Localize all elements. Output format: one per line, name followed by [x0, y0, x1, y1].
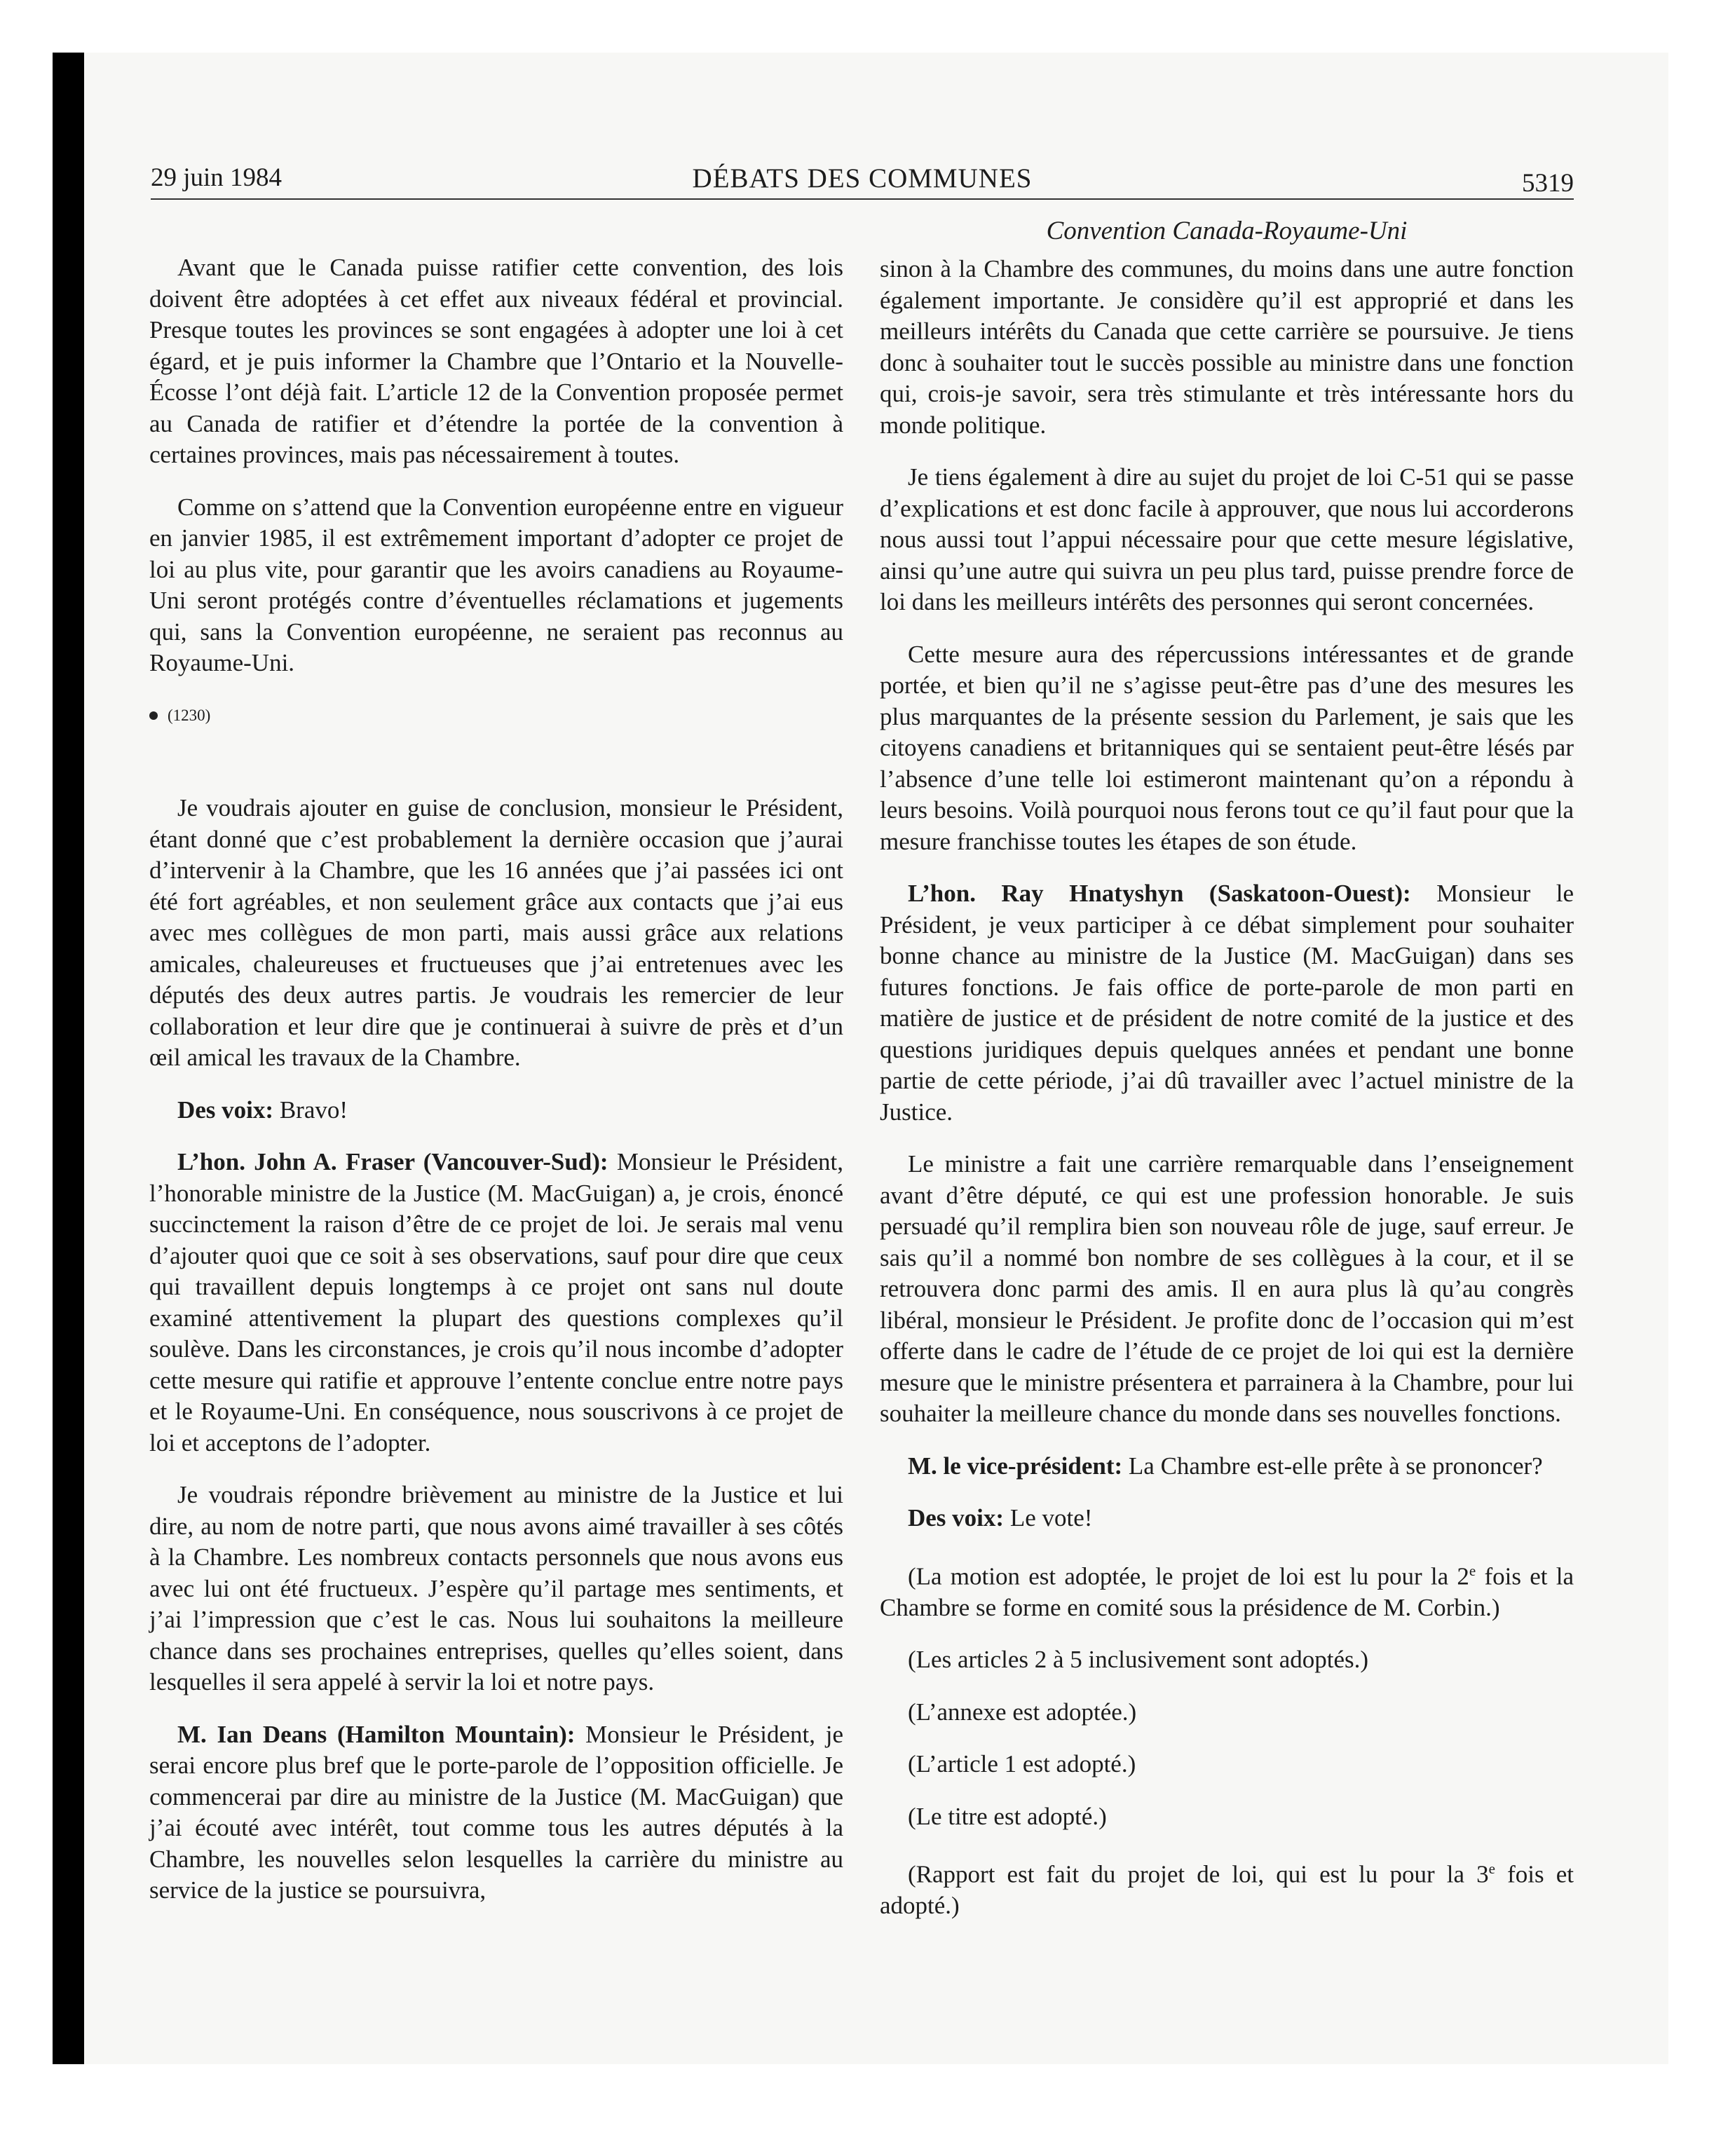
procedural-note: (L’annexe est adoptée.) — [908, 1698, 1137, 1726]
speaker-name: L’hon. John A. Fraser (Vancouver-Sud): — [177, 1148, 608, 1175]
speech-text: La Chambre est-elle prête à se prononcer? — [1122, 1452, 1543, 1480]
speech-text: Monsieur le Président, l’honorable ministre de la Justice (M. MacGuigan) a, je crois, énoncé succinctement la raison d’être de ce projet de loi. Je serais mal venu d’ajouter quoi que ce soit à ses observations, sauf pour dire que ceux qui travaillent depuis longtemps à ce projet ont sans nul doute examiné attentivement la plupart des questions complexes qu’il soulève. Dans les circonstances, je crois qu’il nous incombe d’adopter cette mesure qui ratifie et approuve l’entente conclue entre notre pays et le Royaume-Uni. En conséquence, nous souscrivons à ce projet de loi et acceptons de l’adopter. — [149, 1148, 843, 1456]
paragraph: Cette mesure aura des répercussions intéressantes et de grande portée, et bien qu’il ne s’agisse peut-être pas d’une des mesures les plus marquantes de la présente session du Parlement, je sais que les citoyens canadiens et britanniques qui se sentaient peut-être lésés par l’absence d’une telle loi estimeront maintenant qu’on a répondu à leurs besoins. Voilà pourquoi nous ferons tout ce qu’il faut pour que la mesure franchisse toutes les étapes de son étude. — [880, 640, 1574, 855]
page-header — [151, 156, 1574, 200]
paragraph: Je voudrais ajouter en guise de conclusion, monsieur le Président, étant donné que c’est probablement la dernière occasion que j’aurai d’intervenir à la Chambre, que les 16 années que j’ai passées ici ont été fort agréables, et non seulement grâce aux contacts que j’ai eus avec mes collègues de mon parti, mais aussi grâce aux relations amicales, chaleureuses et fructueuses que j’ai entretenues avec les députés des deux autres partis. Je voudrais les remercier de leur collaboration et leur dire que je continuerai à suivre de près et d’un œil amical les travaux de la Chambre. — [149, 794, 843, 1071]
speaker-name: Des voix: — [177, 1096, 274, 1124]
paragraph: Je voudrais répondre brièvement au ministre de la Justice et lui dire, au nom de notre parti, que nous avons aimé travailler à ses côtés à la Chambre. Les nombreux contacts personnels que nous avons eus avec lui ont été fructueux. J’espère qu’il partage mes sentiments, et j’ai l’impression que c’est le cas. Nous lui souhaitons la meilleure chance dans ses prochaines entreprises, quelles qu’elles soient, dans lesquelles il sera appelé à servir la loi et notre pays. — [149, 1481, 843, 1696]
right-column — [880, 254, 1574, 1943]
procedural-text: (La motion est adoptée, le projet de loi est lu pour la 2 — [908, 1562, 1469, 1590]
procedural-note — [880, 1853, 1574, 1922]
header-date: 29 juin 1984 — [151, 163, 283, 192]
speaker-name: M. Ian Deans (Hamilton Mountain): — [177, 1720, 576, 1748]
running-title: Convention Canada-Royaume-Uni — [1046, 217, 1408, 245]
bullet-icon — [149, 711, 158, 720]
time-marker — [149, 700, 843, 732]
speech-text: Bravo! — [273, 1096, 348, 1124]
ordinal-superscript: e — [1488, 1860, 1495, 1878]
speaker-name: M. le vice-président: — [908, 1452, 1123, 1480]
procedural-note: (L’article 1 est adopté.) — [908, 1750, 1136, 1778]
paragraph: Comme on s’attend que la Convention européenne entre en vigueur en janvier 1985, il est extrêmement important d’adopter ce projet de loi au plus vite, pour garantir que les avoirs canadiens au Royaume-Uni seront protégés contre d’éventuelles réclamations et jugements qui, sans la Convention européenne, ne seraient pas reconnus au Royaume-Uni. — [149, 493, 843, 676]
paragraph: Avant que le Canada puisse ratifier cette convention, des lois doivent être adoptées à cet effet aux niveaux fédéral et provincial. Presque toutes les provinces se sont engagées à adopter une loi à cet égard, et je puis informer la Chambre que l’Ontario et la Nouvelle-Écosse l’ont déjà fait. L’article 12 de la Convention proposée permet au Canada de ratifier et d’étendre la portée de la convention à certaines provinces, mais pas nécessairement à toutes. — [149, 254, 843, 468]
procedural-text: (Rapport est fait du projet de loi, qui est lu pour la 3 — [908, 1860, 1489, 1888]
speech-paragraph — [880, 1503, 1574, 1534]
ordinal-superscript: e — [1469, 1562, 1476, 1579]
procedural-note: (Le titre est adopté.) — [908, 1802, 1107, 1830]
speech-text: Le vote! — [1004, 1504, 1093, 1531]
paragraph: Je tiens également à dire au sujet du projet de loi C-51 qui se passe d’explications et est donc facile à approuver, que nous lui accorderons nous aussi tout l’appui nécessaire pour que cette mesure législative, ainsi qu’une autre qui suivra un peu plus tard, puisse prendre force de loi dans les meilleurs intérêts des personnes qui seront concernées. — [880, 463, 1574, 615]
speech-text: Monsieur le Président, je veux participer à ce débat simplement pour souhaiter bonne chance au ministre de la Justice (M. MacGuigan) dans ses futures fonctions. Je fais office de porte-parole de mon parti en matière de justice et de président de notre comité de la justice et des questions juridiques depuis quelques années et pendant une bonne partie de cette période, j’ai dû travailler avec l’actuel ministre de la Justice. — [880, 880, 1574, 1126]
speaker-name: L’hon. Ray Hnatyshyn (Saskatoon-Ouest): — [908, 880, 1411, 907]
time-marker-label: (1230) — [168, 706, 211, 724]
left-column — [149, 252, 843, 1928]
procedural-text: fois et adopté.) — [880, 1860, 1574, 1920]
speech-paragraph — [149, 1719, 843, 1906]
speaker-name: Des voix: — [908, 1504, 1005, 1531]
speech-paragraph — [149, 1147, 843, 1459]
paragraph: Le ministre a fait une carrière remarquable dans l’enseignement avant d’être député, ce qui est une profession honorable. Je suis persuadé qu’il remplira bien son nouveau rôle de juge, sauf erreur. Je sais qu’il a nommé bon nombre de ses collègues à la cour, et il se retrouvera donc parmi des amis. Il en aura plus là qu’au congrès libéral, monsieur le Président. Je profite donc de l’occasion qui m’est offerte dans le cadre de l’étude de ce projet de loi qui est la dernière mesure que le ministre présentera et parrainera à la Chambre, pour lui souhaiter la meilleure chance du monde dans ses nouvelles fonctions. — [880, 1150, 1574, 1427]
procedural-text: fois et la Chambre se forme en comité sous la présidence de M. Corbin.) — [880, 1562, 1574, 1621]
header-journal-title: DÉBATS DES COMMUNES — [692, 163, 1033, 193]
speech-paragraph — [880, 1451, 1574, 1482]
procedural-note: (Les articles 2 à 5 inclusivement sont adoptés.) — [908, 1646, 1369, 1674]
speech-text: Monsieur le Président, je serai encore plus bref que le porte-parole de l’opposition officielle. Je commencerai par dire au ministre de la Justice (M. MacGuigan) que j’ai écouté avec intérêt, tout comme tous les autres députés à la Chambre, les nouvelles selon lesquelles la carrière du ministre au service de la justice se poursuivra, — [149, 1720, 843, 1904]
speech-paragraph — [149, 1095, 843, 1126]
scan-edge — [53, 53, 84, 2064]
speech-paragraph — [880, 878, 1574, 1128]
header-page-number: 5319 — [1522, 169, 1574, 198]
procedural-note — [880, 1555, 1574, 1624]
paragraph-continued: sinon à la Chambre des communes, du moins dans une autre fonction également importante. Je considère qu’il est approprié et dans les meilleurs intérêts du Canada que cette carrière se poursuive. Je tiens donc à souhaiter tout le succès possible au ministre dans une fonction qui, crois-je savoir, sera très stimulante et très intéressante hors du monde politique. — [880, 255, 1574, 439]
